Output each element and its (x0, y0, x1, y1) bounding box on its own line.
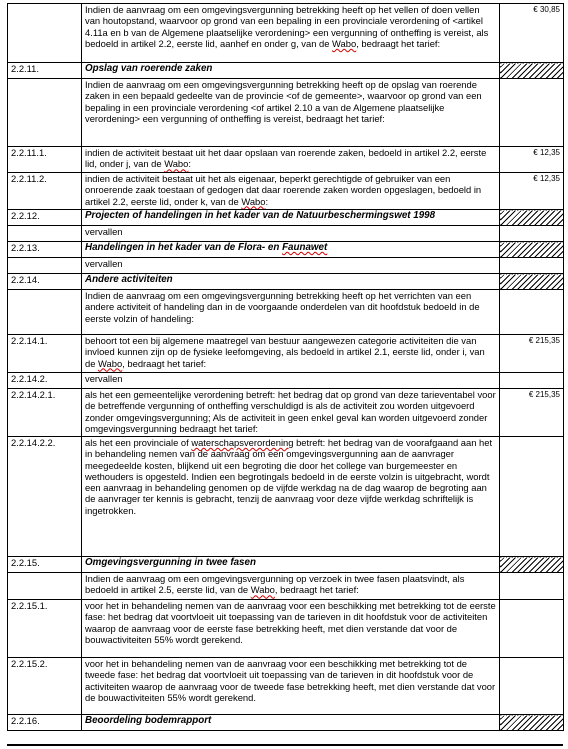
article-number: 2.2.14.2.1. (8, 389, 82, 437)
article-number (8, 290, 82, 335)
fee-amount (500, 79, 564, 147)
section-heading-row (8, 63, 564, 79)
article-number: 2.2.15.2. (8, 658, 82, 715)
article-text: Indien de aanvraag om een omgevingsvergunning op verzoek in twee fasen plaatsvindt, als bedoeld in artikel 2.5, eerste lid, van de Wabo, bedraagt het tarief: (82, 573, 500, 600)
article-number: 2.2.16. (8, 715, 82, 731)
table-row (8, 147, 564, 173)
hatched-cell (500, 715, 564, 731)
hatched-cell (500, 557, 564, 573)
section-heading-row (8, 557, 564, 573)
table-row (8, 335, 564, 373)
article-text: vervallen (82, 373, 500, 389)
article-number: 2.2.14.1. (8, 335, 82, 373)
article-number (8, 4, 82, 63)
hatched-cell (500, 242, 564, 258)
article-number: 2.2.12. (8, 210, 82, 226)
fee-amount (500, 290, 564, 335)
section-heading: Projecten of handelingen in het kader van de Natuurbeschermingswet 1998 (82, 210, 500, 226)
fee-amount: € 12,35 (500, 173, 564, 210)
fee-amount: € 30,85 (500, 4, 564, 63)
table-row (8, 658, 564, 715)
table-row (8, 173, 564, 210)
table-row (8, 290, 564, 335)
fee-amount (500, 658, 564, 715)
section-heading: Omgevingsvergunning in twee fasen (82, 557, 500, 573)
section-heading-row (8, 715, 564, 731)
article-number: 2.2.14.2.2. (8, 437, 82, 557)
article-number: 2.2.11.1. (8, 147, 82, 173)
section-heading: Handelingen in het kader van de Flora- en Faunawet (82, 242, 500, 258)
fee-amount (500, 573, 564, 600)
section-heading: Andere activiteiten (82, 274, 500, 290)
fee-table (7, 3, 564, 731)
article-number: 2.2.11.2. (8, 173, 82, 210)
article-text: Indien de aanvraag om een omgevingsvergunning betrekking heeft op het verrichten van een andere activiteit of handeling dan in de voorgaande onderdelen van dit hoofdstuk bedoeld in de eerste volzin of handeling: (82, 290, 500, 335)
article-number (8, 573, 82, 600)
article-number: 2.2.14.2. (8, 373, 82, 389)
fee-amount (500, 258, 564, 274)
table-bottom-border (7, 744, 563, 746)
table-row (8, 389, 564, 437)
article-text: vervallen (82, 258, 500, 274)
article-number: 2.2.13. (8, 242, 82, 258)
article-text: vervallen (82, 226, 500, 242)
fee-amount (500, 373, 564, 389)
table-row (8, 437, 564, 557)
article-number: 2.2.15.1. (8, 600, 82, 658)
table-row (8, 373, 564, 389)
article-text: als het een provinciale of waterschapsverordening betreft: het bedrag van de voorafgaand aan het in behandeling nemen van de aanvraag om een omgevingsvergunning aan de aanvrager meegedeelde kosten, blijkend uit een begroting die door het college van burgemeester en wethouders is opgesteld. Indien een begrotingals bedoeld in de eerste volzin is uitgebracht, wordt een aanvraag in behandeling genomen op de vijfde werkdag na de dag waarop de begroting aan de aanvrager ter kennis is gebracht, tenzij de aanvraag voor deze vijfde werkdag schriftelijk is ingetrokken. (82, 437, 500, 557)
fee-amount: € 12,35 (500, 147, 564, 173)
table-row (8, 79, 564, 147)
hatched-cell (500, 63, 564, 79)
article-number (8, 79, 82, 147)
article-text: Indien de aanvraag om een omgevingsvergunning betrekking heeft op de opslag van roerende zaken in een bepaald gedeelte van de provincie <of de gemeente>, waarvoor op grond van een bepaling in een provinciale verordening <of artikel 2.10 a van de Algemene plaatselijke verordening> een vergunning of ontheffing is vereist, bedraagt het tarief: (82, 79, 500, 147)
article-number: 2.2.11. (8, 63, 82, 79)
table-row (8, 600, 564, 658)
article-text: indien de activiteit bestaat uit het daar opslaan van roerende zaken, bedoeld in artikel 2.2, eerste lid, onder j, van de Wabo: (82, 147, 500, 173)
section-heading-row (8, 242, 564, 258)
section-heading-row (8, 274, 564, 290)
section-heading: Beoordeling bodemrapport (82, 715, 500, 731)
article-text: behoort tot een bij algemene maatregel van bestuur aangewezen categorie activiteiten die van invloed kunnen zijn op de fysieke leefomgeving, als bedoeld in artikel 2.1, eerste lid, onder i, van de Wabo, bedraagt het tarief: (82, 335, 500, 373)
fee-amount: € 215,35 (500, 335, 564, 373)
article-number (8, 258, 82, 274)
table-row (8, 226, 564, 242)
article-text: indien de activiteit bestaat uit het als eigenaar, beperkt gerechtigde of gebruiker van een onroerende zaak toestaan of gedogen dat daar roerende zaken worden opgeslagen, bedoeld in artikel 2.2, eerste lid, onder k, van de Wabo: (82, 173, 500, 210)
table-row (8, 258, 564, 274)
hatched-cell (500, 210, 564, 226)
table-row (8, 4, 564, 63)
table-row (8, 573, 564, 600)
section-heading: Opslag van roerende zaken (82, 63, 500, 79)
fee-amount (500, 437, 564, 557)
article-number: 2.2.14. (8, 274, 82, 290)
section-heading-row (8, 210, 564, 226)
article-number: 2.2.15. (8, 557, 82, 573)
article-text: voor het in behandeling nemen van de aanvraag voor een beschikking met betrekking tot de eerste fase: het bedrag dat voortvloeit uit toepassing van de tarieven in dit hoofdstuk voor de activiteiten waarop de aanvraag voor de eerste fase betrekking heeft, met dien verstande dat voor de bouwactiviteiten 55% wordt gerekend. (82, 600, 500, 658)
fee-amount (500, 226, 564, 242)
article-text: Indien de aanvraag om een omgevingsvergunning betrekking heeft op het vellen of doen vellen van houtopstand, waarvoor op grond van een bepaling in een provinciale verordening of <artikel 4.11a en b van de Algemene plaatselijke verordening> een vergunning of ontheffing is vereist, als bedoeld in artikel 2.2, eerste lid, aanhef en onder g, van de Wabo, bedraagt het tarief: (82, 4, 500, 63)
article-text: voor het in behandeling nemen van de aanvraag voor een beschikking met betrekking tot de tweede fase: het bedrag dat voortvloeit uit toepassing van de tarieven in dit hoofdstuk voor de activiteiten waarop de aanvraag voor de tweede fase betrekking heeft, met dien verstande dat voor de bouwactiviteiten 55% wordt gerekend. (82, 658, 500, 715)
fee-amount: € 215,35 (500, 389, 564, 437)
article-number (8, 226, 82, 242)
hatched-cell (500, 274, 564, 290)
fee-table-body (8, 4, 564, 731)
article-text: als het een gemeentelijke verordening betreft: het bedrag dat op grond van deze tarieventabel voor de betreffende vergunning of ontheffing verschuldigd is als de activiteit zou worden uitgevoerd zonder omgevingsvergunning; Als de activiteit in geen enkel geval kan worden uitgevoerd zonder omgevingsvergunning bedraagt het tarief: (82, 389, 500, 437)
fee-amount (500, 600, 564, 658)
